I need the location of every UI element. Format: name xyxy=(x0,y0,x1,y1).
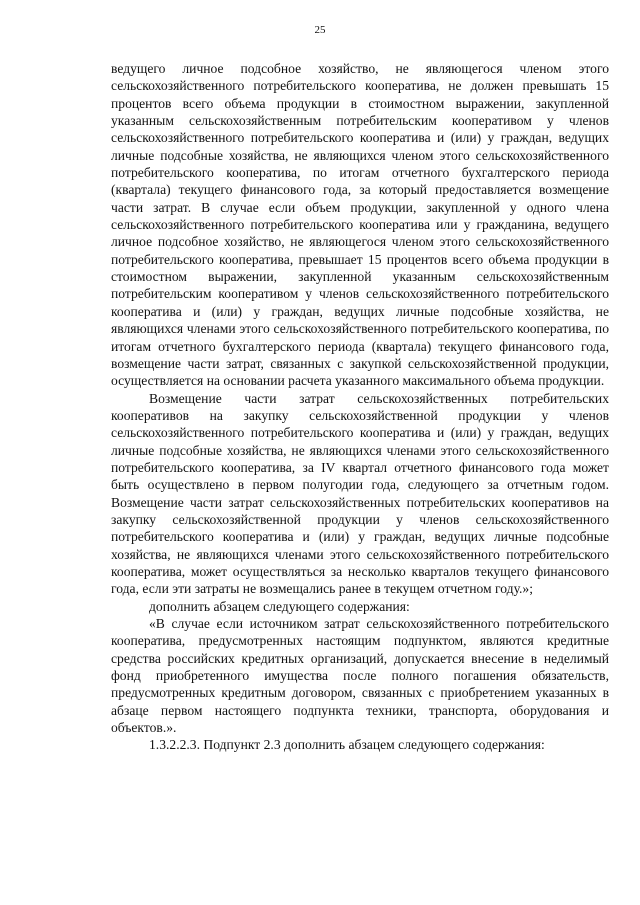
document-body xyxy=(111,60,609,754)
paragraph-reimbursement: Возмещение части затрат сельскохозяйственных потребительских кооперативов на закупку сельскохозяйственной продукции у членов сельскохозяйственного потребительского кооператива и (или) у граждан, ведущих личные подсобные хозяйства, не являющихся членами этого сельскохозяйственного потребительского кооператива, за IV квартал отчетного финансового года может быть осуществлено в первом полугодии года, следующего за отчетным годом. Возмещение части затрат сельскохозяйственных потребительских кооперативов на закупку сельскохозяйственной продукции у членов сельскохозяйственного потребительского кооператива и (или) у граждан, ведущих личные подсобные хозяйства, не являющихся членами этого сельскохозяйственного потребительского кооператива, может осуществляться за несколько кварталов текущего финансового года, если эти затраты не возмещались ранее в текущем отчетном году.»; xyxy=(111,390,609,597)
paragraph-subclause: 1.3.2.2.3. Подпункт 2.3 дополнить абзацем следующего содержания: xyxy=(149,737,545,753)
paragraph-credit-funds: «В случае если источником затрат сельскохозяйственного потребительского кооператива, предусмотренных настоящим подпунктом, являются кредитные средства российских кредитных организаций, допускается внесение в неделимый фонд приобретенного имущества после полного погашения обязательств, предусмотренных кредитным договором, связанных с приобретением указанных в абзаце первом настоящего подпункта техники, транспорта, оборудования и объектов.». xyxy=(111,616,609,736)
paragraph-continuation: ведущего личное подсобное хозяйство, не являющегося членом этого сельскохозяйственного потребительского кооператива, не должен превышать 15 процентов всего объема продукции в стоимостном выражении, закупленной указанным сельскохозяйственным потребительским кооперативом у членов сельскохозяйственного потребительского кооператива и (или) у граждан, ведущих личные подсобные хозяйства, не являющихся членом этого сельскохозяйственного потребительского кооператива, по итогам отчетного бухгалтерского периода (квартала) текущего финансового года, за который предоставляется возмещение части затрат. В случае если объем продукции, закупленной у одного члена сельскохозяйственного потребительского кооператива или у гражданина, ведущего личное подсобное хозяйство, не являющегося членом этого сельскохозяйственного потребительского кооператива, превышает 15 процентов всего объема продукции в стоимостном выражении, закупленной указанным сельскохозяйственным потребительским кооперативом у членов сельскохозяйственного потребительского кооператива и (или) у граждан, ведущих личные подсобные хозяйства, не являющихся членами этого сельскохозяйственного потребительского кооператива, по итогам отчетного бухгалтерского периода (квартала) текущего финансового года, возмещение части затрат, связанных с закупкой сельскохозяйственной продукции, осуществляется на основании расчета указанного максимального объема продукции. xyxy=(111,61,609,389)
page-number: 25 xyxy=(314,24,326,36)
paragraph-amendment-intro: дополнить абзацем следующего содержания: xyxy=(149,598,410,614)
